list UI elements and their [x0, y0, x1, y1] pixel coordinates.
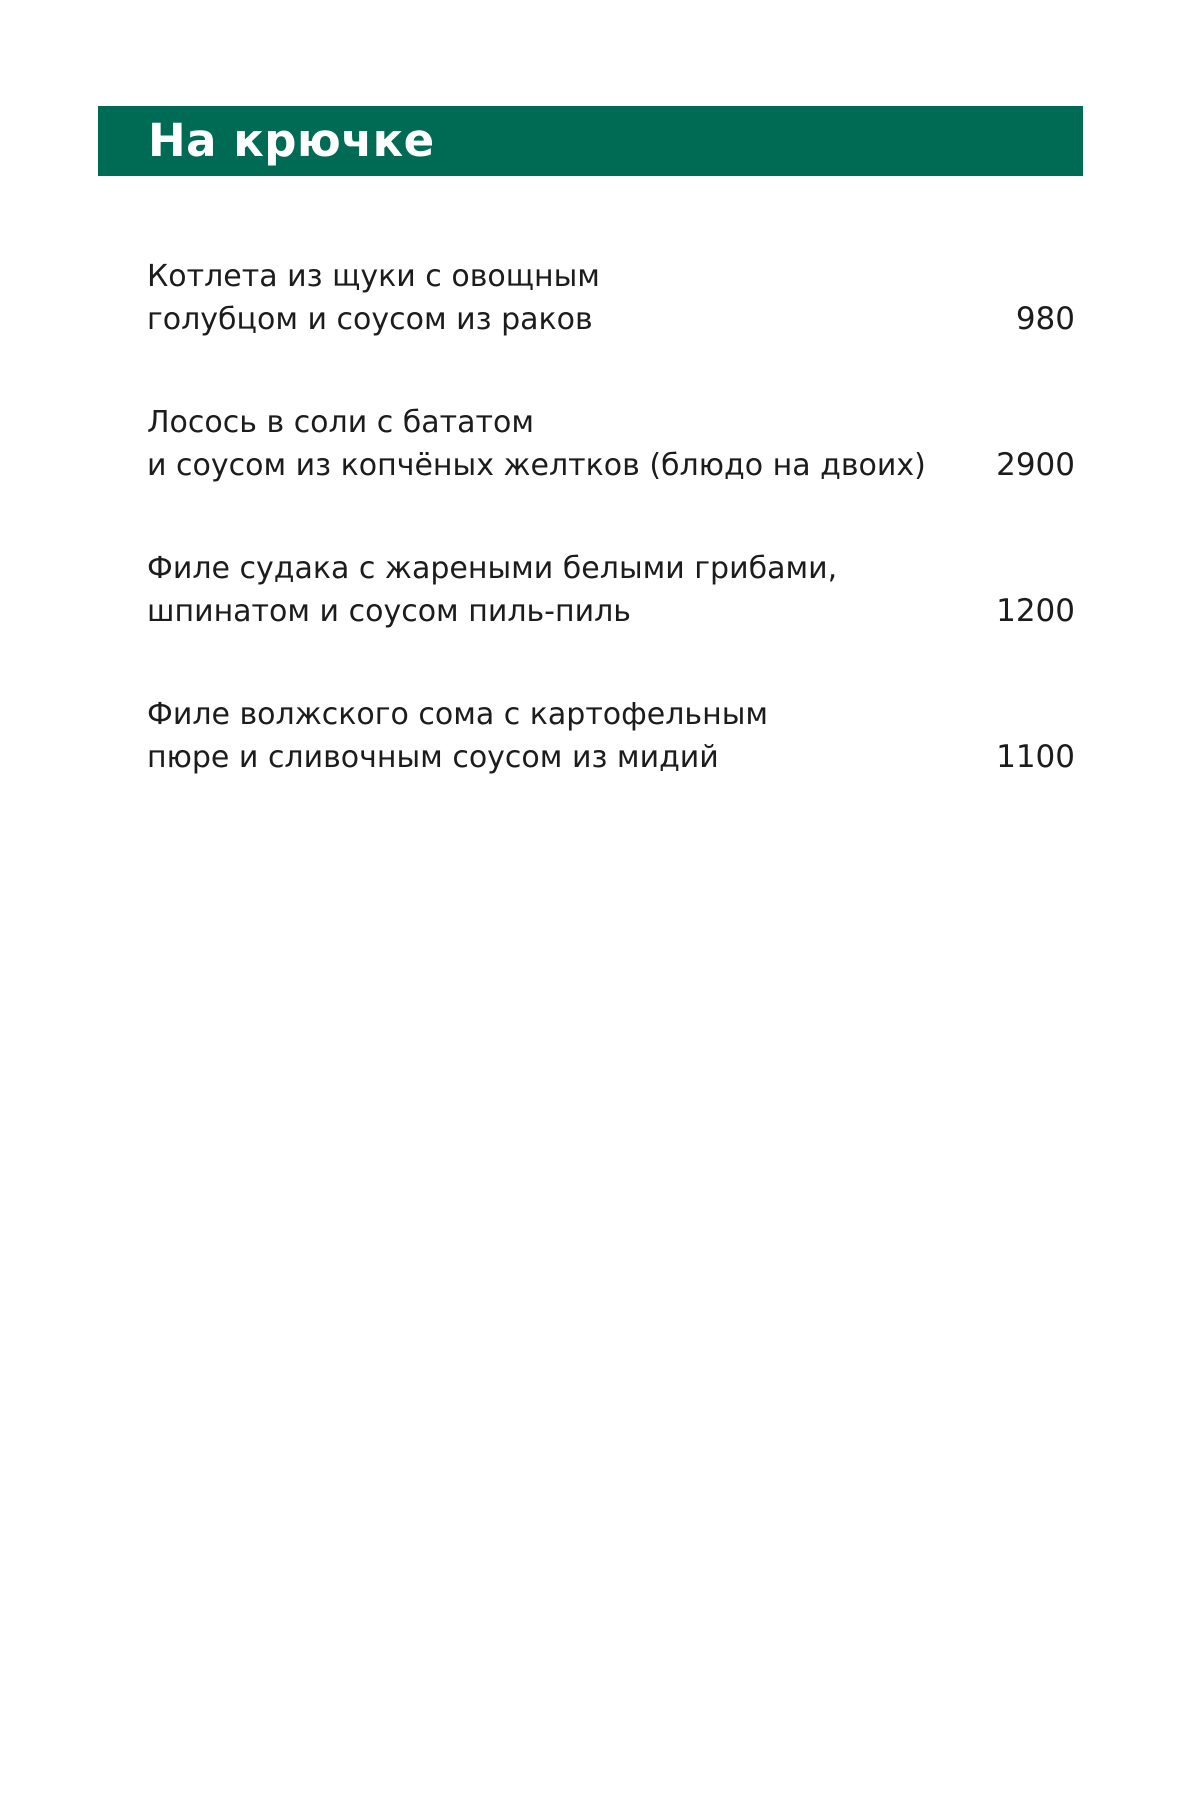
- dish-name-line-2: и соусом из копчёных желтков (блюдо на двоих): [147, 448, 926, 483]
- dish-name-line-2: голубцом и соусом из раков: [147, 302, 593, 337]
- dish-name-line-2: шпинатом и соусом пиль-пиль: [147, 594, 631, 629]
- dish-price: 2900: [996, 447, 1075, 483]
- dish-name: [147, 693, 947, 779]
- dish-price: 980: [1015, 301, 1075, 337]
- dish-name: [147, 547, 947, 633]
- section-title: На крючке: [148, 113, 435, 167]
- section-header-bar: [98, 106, 1083, 176]
- menu-item: [147, 401, 1075, 547]
- dish-price: 1100: [996, 739, 1075, 775]
- menu-item: [147, 693, 1075, 833]
- dish-price: 1200: [996, 593, 1075, 629]
- menu-item: [147, 255, 1075, 401]
- dish-name: [147, 255, 947, 341]
- dish-name-line-1: Котлета из щуки с овощным: [147, 259, 600, 294]
- dish-name-line-1: Филе волжского сома с картофельным: [147, 697, 769, 732]
- dish-name-line-1: Лосось в соли с бататом: [147, 405, 534, 440]
- menu-list: [147, 255, 1075, 833]
- menu-item: [147, 547, 1075, 693]
- dish-name-line-1: Филе судака с жареными белыми грибами,: [147, 551, 838, 586]
- dish-name-line-2: пюре и сливочным соусом из мидий: [147, 740, 719, 775]
- dish-name: [147, 401, 947, 487]
